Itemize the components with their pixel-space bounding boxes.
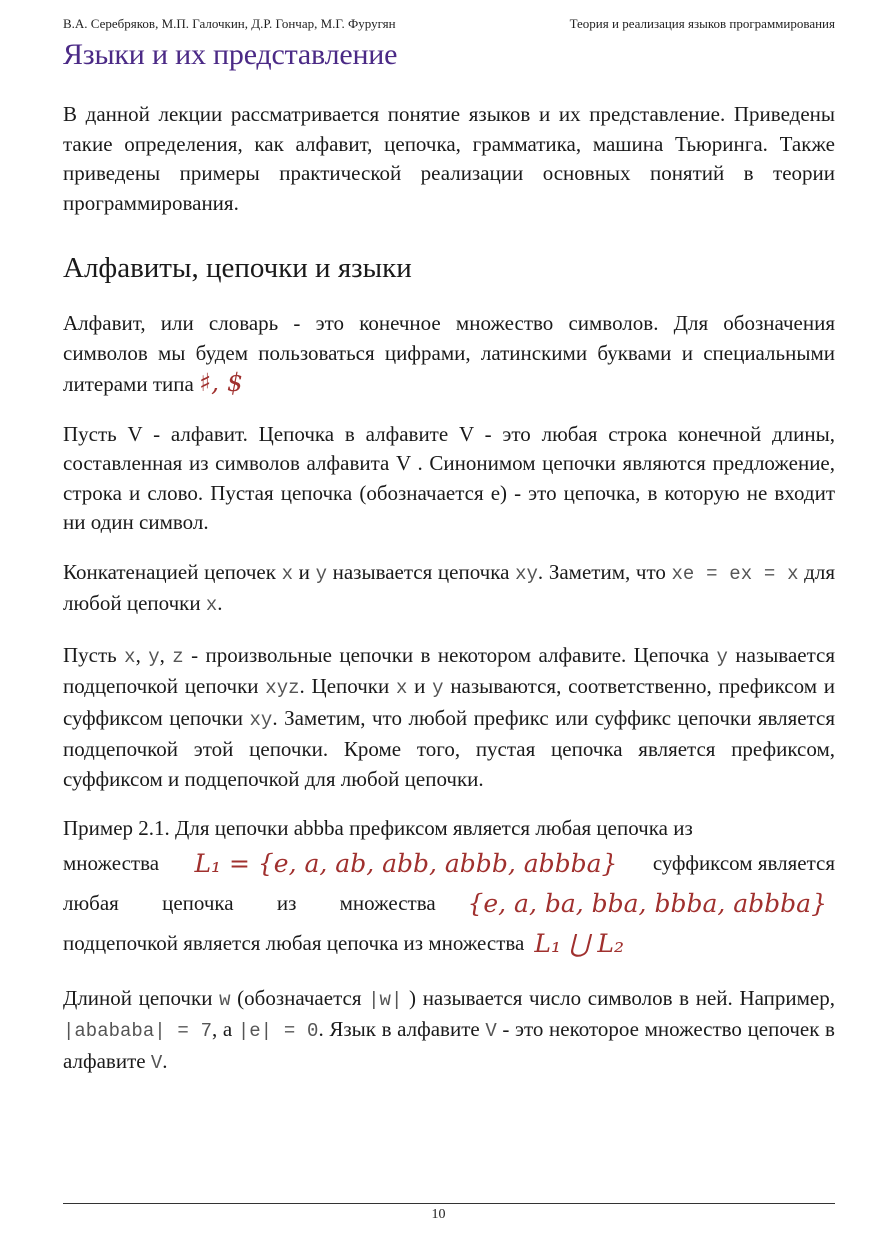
alphabet-text: Алфавит, или словарь - это конечное множество символов. Для обозначения символов мы будем пользоваться цифрами, латинскими буквами и специальными литерами типа: [63, 311, 835, 396]
code-fragment: y: [432, 677, 444, 699]
substring-paragraph: [63, 641, 835, 795]
text-fragment: ,: [159, 642, 173, 667]
page-number: 10: [431, 1207, 446, 1222]
text-fragment: суффиксом является: [652, 851, 835, 875]
header-authors: В.А. Серебряков, М.П. Галочкин, Д.Р. Гончар, М.Г. Фуругян: [63, 16, 396, 31]
chain-definition-paragraph: Пусть V - алфавит. Цепочка в алфавите V - это любая строка конечной длины, составленная из символов алфавита V . Синонимом цепочки являются предложение, строка и слово. Пустая цепочка (обозначается e) - это цепочка, в которую не входит ни один символ.: [63, 421, 835, 534]
code-fragment: x: [395, 677, 408, 699]
lecture-title: Языки и их представление: [63, 38, 398, 71]
text-fragment: . Язык в алфавите: [318, 1017, 486, 1041]
code-fragment: x: [205, 594, 218, 616]
code-fragment: |e| = 0: [237, 1020, 319, 1042]
text-fragment: . Заметим, что: [537, 559, 672, 584]
example-line-2: [63, 844, 835, 884]
text-fragment: множества: [63, 851, 160, 875]
example-line-4: [63, 924, 835, 964]
text-fragment: Длиной цепочки: [63, 985, 220, 1010]
code-fragment: w: [219, 988, 231, 1011]
text-fragment: . Цепочки: [299, 674, 396, 698]
text-fragment: . Заметим, что любой префикс или суффикс цепочки является подцепочкой этой цепочки. Кроме того, пустая цепочка является префиксом, суффиксом и подцепочкой для любой цепочки.: [63, 705, 835, 791]
text-fragment: и: [407, 674, 433, 698]
prefix-set-formula: L₁ = {e, a, ab, abb, abbb, abbba}: [194, 849, 618, 878]
text-fragment: , а: [212, 1017, 238, 1041]
code-fragment: xyz: [265, 677, 300, 699]
length-paragraph: [63, 984, 835, 1079]
text-fragment: Пусть: [63, 642, 125, 667]
alphabet-paragraph: [63, 309, 835, 400]
concatenation-paragraph: [63, 558, 835, 621]
text-fragment: ) называется число символов в ней. Например,: [402, 985, 836, 1010]
text-fragment: .: [217, 591, 223, 615]
example-line-3: [63, 884, 835, 924]
section-title: Алфавиты, цепочки и языки: [63, 252, 412, 284]
code-fragment: V: [150, 1051, 163, 1074]
code-fragment: x: [124, 645, 136, 668]
intro-paragraph: В данной лекции рассматривается понятие языков и их представление. Приведены такие определения, как алфавит, цепочка, грамматика, машина Тьюринга. Также приведены примеры практической реализации основных понятий в теории программирования.: [63, 102, 835, 215]
union-formula: L₁ ⋃ L₂: [534, 929, 625, 958]
text-fragment: для любой цепочки: [63, 559, 836, 615]
text-fragment: (обозначается: [230, 985, 369, 1010]
text-fragment: подцепочкой является любая цепочка из множества: [63, 931, 525, 955]
example-block: [63, 814, 835, 964]
text-fragment: и: [293, 559, 316, 584]
code-fragment: y: [148, 645, 160, 668]
code-fragment: z: [172, 645, 184, 668]
code-fragment: y: [315, 562, 327, 585]
text-fragment: любая цепочка из множества: [63, 891, 436, 915]
example-line-1: Пример 2.1. Для цепочки abbba префиксом является любая цепочка из: [63, 816, 693, 840]
code-fragment: xy: [249, 708, 273, 731]
text-fragment: называется цепочка: [326, 559, 516, 584]
code-fragment: y: [716, 645, 728, 668]
code-fragment: x: [281, 562, 294, 585]
code-fragment: |w|: [368, 988, 403, 1011]
text-fragment: ,: [135, 642, 149, 667]
code-fragment: xe = ex = x: [671, 562, 799, 585]
suffix-set-formula: {e, a, ba, bba, bbba, abbba}: [467, 889, 827, 918]
page-body: [63, 100, 835, 1078]
code-fragment: V: [485, 1020, 497, 1042]
text-fragment: называется подцепочкой цепочки: [63, 642, 835, 698]
text-fragment: - произвольные цепочки в некотором алфавите. Цепочка: [183, 642, 717, 667]
text-fragment: Конкатенацией цепочек: [63, 559, 282, 584]
header-course: Теория и реализация языков программирования: [569, 16, 835, 31]
code-fragment: xy: [515, 562, 538, 585]
running-header: [63, 16, 835, 32]
code-fragment: |abababa| = 7: [63, 1020, 212, 1042]
special-symbols-formula: ♯, $: [199, 368, 243, 397]
footer-divider: [63, 1203, 835, 1204]
text-fragment: - это некоторое множество цепочек в алфавите: [63, 1017, 835, 1073]
text-fragment: называются, соответственно, префиксом и суффиксом цепочки: [63, 674, 835, 730]
text-fragment: .: [162, 1048, 168, 1073]
